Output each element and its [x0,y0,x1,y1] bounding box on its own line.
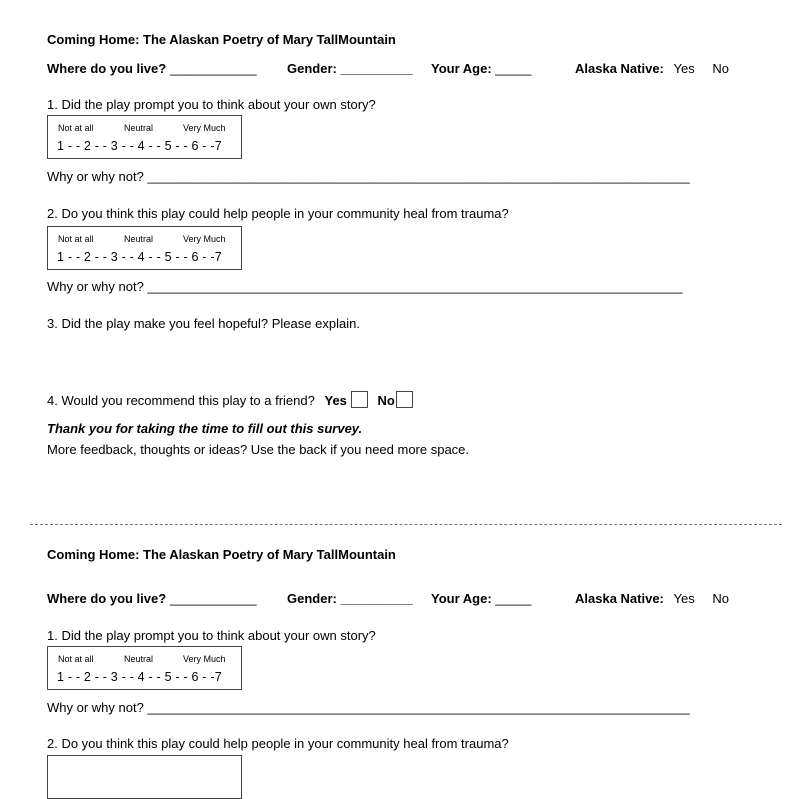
scale-low-label: Not at all [58,234,94,244]
scale-mid-label: Neutral [124,654,154,664]
gender-label: Gender: __________ [287,591,413,606]
scale-low-label: Not at all [58,654,94,664]
scale-high-label: Very Much [183,123,226,133]
where-live-label: Where do you live? ____________ [47,61,257,76]
age-label: Your Age: _____ [431,61,532,76]
alaska-native-yes[interactable]: Yes [673,591,695,606]
scale-high-label: Very Much [183,234,226,244]
gender-blank[interactable]: __________ [340,591,413,606]
age-blank[interactable]: _____ [495,591,532,606]
rating-scale-q1[interactable] [47,646,242,690]
recommend-no-label: No [377,393,395,408]
scale-numbers[interactable]: 1 - - 2 - - 3 - - 4 - - 5 - - 6 - -7 [57,250,222,264]
age-label: Your Age: _____ [431,591,532,606]
question-1: 1. Did the play prompt you to think about your own story? [47,628,376,643]
where-live-blank[interactable]: ____________ [169,61,257,76]
why-line-q1[interactable]: Why or why not? ___________________________________________________________________________ [47,169,690,184]
rating-scale-q2[interactable] [47,755,242,799]
question-1: 1. Did the play prompt you to think about your own story? [47,97,376,112]
thank-you-note: Thank you for taking the time to fill out this survey. [47,421,363,436]
scale-mid-label: Neutral [124,123,154,133]
more-feedback-note: More feedback, thoughts or ideas? Use the back if you need more space. [47,442,470,457]
question-2: 2. Do you think this play could help people in your community heal from trauma? [47,736,509,751]
where-live-blank[interactable]: ____________ [169,591,257,606]
scale-mid-label: Neutral [124,234,154,244]
survey-title: Coming Home: The Alaskan Poetry of Mary TallMountain [47,547,396,562]
question-3: 3. Did the play make you feel hopeful? Please explain. [47,316,360,331]
scale-numbers[interactable]: 1 - - 2 - - 3 - - 4 - - 5 - - 6 - -7 [57,670,222,684]
survey-title: Coming Home: The Alaskan Poetry of Mary TallMountain [47,32,396,47]
alaska-native-label: Alaska Native: Yes No [575,591,729,606]
rating-scale-q1[interactable] [47,115,242,159]
where-live-label: Where do you live? ____________ [47,591,257,606]
recommend-no-checkbox[interactable] [396,391,413,408]
question-4: 4. Would you recommend this play to a friend? Yes No [47,391,413,408]
why-line-q2[interactable]: Why or why not? __________________________________________________________________________ [47,279,683,294]
scale-low-label: Not at all [58,123,94,133]
alaska-native-no[interactable]: No [712,61,729,76]
recommend-yes-label: Yes [324,393,347,408]
age-blank[interactable]: _____ [495,61,532,76]
question-2: 2. Do you think this play could help people in your community heal from trauma? [47,206,509,221]
why-line-q1[interactable]: Why or why not? ___________________________________________________________________________ [47,700,690,715]
gender-blank[interactable]: __________ [340,61,413,76]
alaska-native-yes[interactable]: Yes [673,61,695,76]
alaska-native-label: Alaska Native: Yes No [575,61,729,76]
scale-numbers[interactable]: 1 - - 2 - - 3 - - 4 - - 5 - - 6 - -7 [57,139,222,153]
rating-scale-q2[interactable] [47,226,242,270]
cut-line-divider [30,524,782,525]
recommend-yes-checkbox[interactable] [351,391,368,408]
alaska-native-no[interactable]: No [712,591,729,606]
gender-label: Gender: __________ [287,61,413,76]
scale-high-label: Very Much [183,654,226,664]
